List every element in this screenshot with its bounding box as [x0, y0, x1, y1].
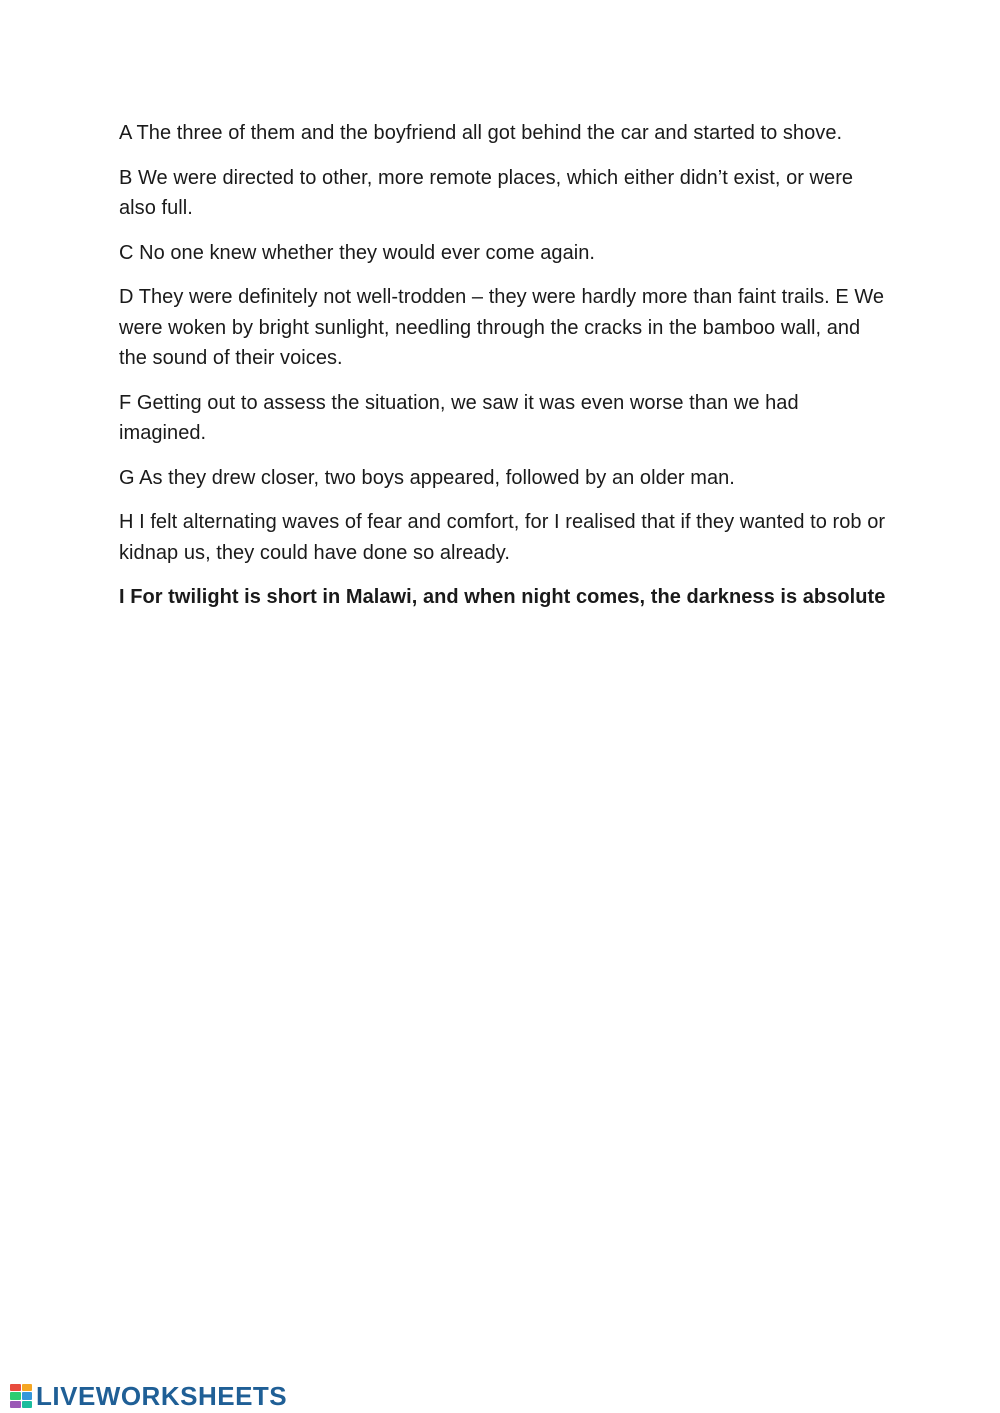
sentence-f: F Getting out to assess the situation, we saw it was even worse than we had imagined. — [119, 391, 799, 444]
sentence-i: I For twilight is short in Malawi, and when night comes, the darkness is absolute — [119, 586, 886, 608]
sentence-h: H I felt alternating waves of fear and comfort, for I realised that if they wanted to rob or kidnap us, they could have done so already. — [119, 511, 886, 564]
sentence-d-e: D They were definitely not well-trodden – they were hardly more than faint trails. E We were woken by bright sunlight, needling through the cracks in the bamboo wall, and the sound of their voices. — [119, 286, 885, 369]
footer-logo — [10, 1381, 287, 1411]
logo-wordmark: LIVEWORKSHEETS — [36, 1381, 288, 1411]
logo-square — [22, 1384, 33, 1391]
sentence-b: B We were directed to other, more remote places, which either didn’t exist, or were also full. — [119, 166, 854, 219]
logo-square — [22, 1392, 33, 1399]
liveworksheets-logo-icon — [10, 1384, 32, 1408]
sentence-list — [119, 118, 889, 627]
logo-square — [22, 1401, 33, 1408]
sentence-a: A The three of them and the boyfriend all got behind the car and started to shove. — [119, 122, 843, 144]
logo-square — [10, 1392, 21, 1399]
logo-square — [10, 1384, 21, 1391]
logo-square — [10, 1401, 21, 1408]
sentence-g: G As they drew closer, two boys appeared, followed by an older man. — [119, 466, 735, 489]
sentence-c: C No one knew whether they would ever come again. — [119, 241, 596, 264]
